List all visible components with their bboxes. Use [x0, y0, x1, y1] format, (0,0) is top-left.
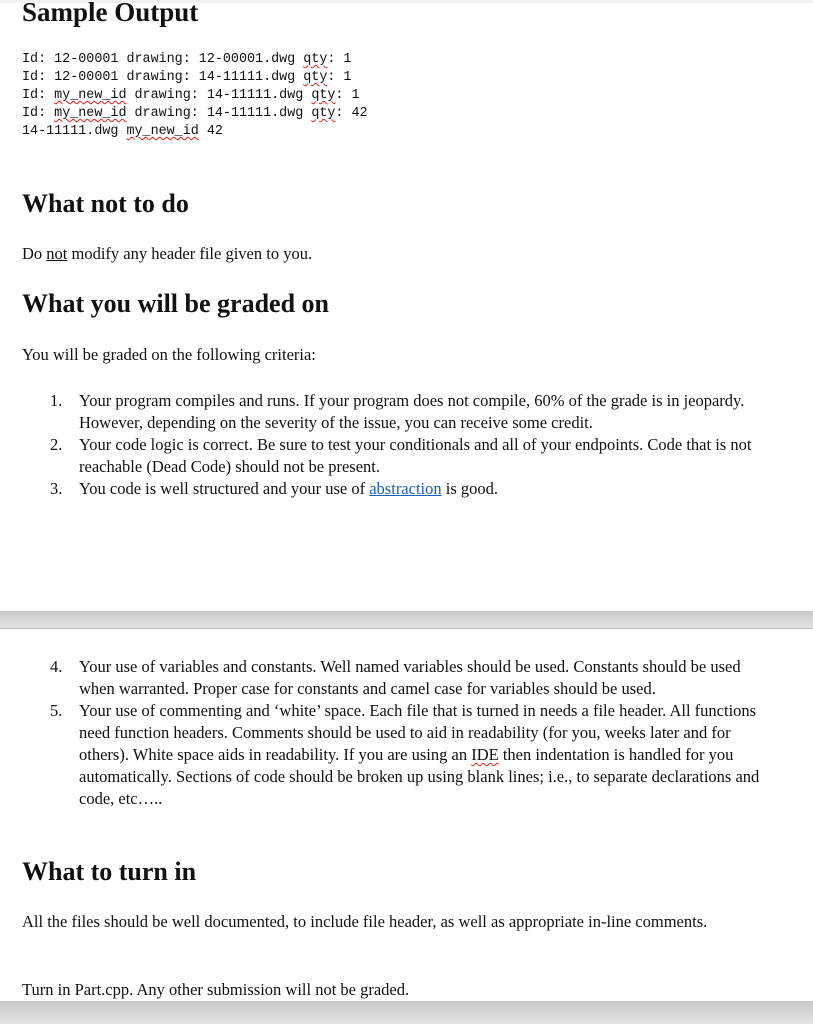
- heading-what-to-turn-in: What to turn in: [22, 857, 197, 886]
- code-text: Id:: [22, 88, 55, 103]
- misspelled-word: qty: [303, 52, 328, 67]
- list-item: [50, 656, 770, 700]
- item-text: is good.: [441, 479, 499, 498]
- code-line: [22, 69, 368, 87]
- misspelled-word: IDE: [471, 745, 499, 764]
- turn-in-paragraph: All the files should be well documented, to include file header, as well as appropriate in-line comments.: [22, 912, 708, 931]
- code-line: [22, 87, 368, 105]
- list-item: [50, 700, 770, 810]
- code-line: [22, 123, 368, 141]
- code-text: : 42: [335, 106, 368, 121]
- page-break: [0, 611, 813, 629]
- item-text: Your use of variables and constants. Well named variables should be used. Constants should be used when warranted. Proper case for constants and camel case for variables should be used.: [79, 657, 741, 698]
- item-number: 3.: [50, 479, 63, 498]
- turn-in-instruction: Turn in Part.cpp. Any other submission will not be graded.: [22, 980, 410, 999]
- criteria-list-2: [50, 656, 770, 810]
- item-number: 1.: [50, 391, 63, 410]
- misspelled-word: qty: [311, 106, 336, 121]
- text: modify any header file given to you.: [67, 244, 313, 263]
- code-text: Id: 12-00001 drawing: 12-00001.dwg: [22, 52, 304, 67]
- item-text: You code is well structured and your use of: [79, 479, 370, 498]
- item-number: 5.: [50, 701, 63, 720]
- list-item: [50, 390, 770, 434]
- heading-graded-on: What you will be graded on: [22, 289, 329, 318]
- misspelled-word: qty: [311, 88, 336, 103]
- page-bottom-gap: [0, 1001, 813, 1024]
- text: Do: [22, 244, 47, 263]
- code-text: Id: 12-00001 drawing: 14-11111.dwg: [22, 70, 304, 85]
- code-text: Id:: [22, 106, 55, 121]
- list-item: [50, 434, 770, 478]
- item-text: Your program compiles and runs. If your program does not compile, 60% of the grade is in jeopardy. However, depending on the severity of the issue, you can receive some credit.: [79, 391, 745, 432]
- graded-intro: You will be graded on the following criteria:: [22, 345, 316, 364]
- list-item: [50, 478, 770, 500]
- not-to-do-text: [22, 243, 312, 265]
- code-text: drawing: 14-11111.dwg: [126, 88, 312, 103]
- code-text: : 1: [327, 70, 352, 85]
- item-text: Your code logic is correct. Be sure to test your conditionals and all of your endpoints. Code that is not reachable (Dead Code) should not be present.: [79, 435, 752, 476]
- emphasis-not: not: [46, 244, 68, 263]
- code-text: 42: [198, 124, 223, 139]
- misspelled-word: my_new_id: [126, 124, 199, 139]
- code-line: [22, 51, 368, 69]
- item-number: 2.: [50, 435, 63, 454]
- heading-sample-output: Sample Output: [22, 0, 199, 27]
- item-number: 4.: [50, 657, 63, 676]
- misspelled-word: my_new_id: [54, 106, 127, 121]
- item-text: then indentation is handled for you automatically. Sections of code should be broken up using blank lines; i.e., to separate declarations and code, etc…..: [79, 745, 760, 808]
- code-text: : 1: [335, 88, 360, 103]
- heading-what-not-to-do: What not to do: [22, 189, 189, 218]
- abstraction-link[interactable]: abstraction: [369, 479, 442, 498]
- code-line: [22, 105, 368, 123]
- code-text: 14-11111.dwg: [22, 124, 127, 139]
- code-text: drawing: 14-11111.dwg: [126, 106, 312, 121]
- code-text: : 1: [327, 52, 352, 67]
- misspelled-word: my_new_id: [54, 88, 127, 103]
- item-text: Your use of commenting and ‘white’ space. Each file that is turned in needs a file header. All functions need function headers. Comments should be used to aid in readability (for you, weeks later and for others). White space aids in readability. If you are using an: [79, 701, 757, 764]
- sample-output-code: [22, 51, 368, 141]
- criteria-list-1: [50, 390, 770, 500]
- misspelled-word: qty: [303, 70, 328, 85]
